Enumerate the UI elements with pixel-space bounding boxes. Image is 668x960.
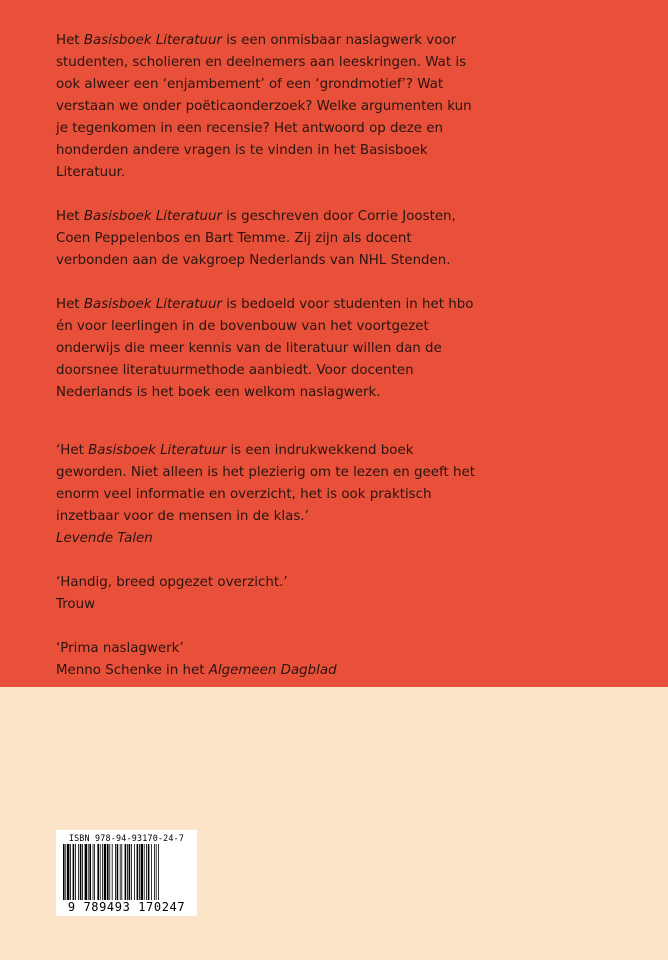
quote-2 xyxy=(56,572,476,616)
blurb-paragraph-1 xyxy=(56,30,476,184)
barcode-bar xyxy=(75,844,76,900)
text: Het xyxy=(56,297,84,312)
barcode-bar xyxy=(65,844,66,900)
barcode-bar xyxy=(134,844,135,900)
blurb-paragraph-2 xyxy=(56,206,476,272)
barcode-bar xyxy=(80,844,82,900)
quote-source: Trouw xyxy=(56,597,96,612)
barcode-bar xyxy=(146,844,147,900)
text: is bedoeld voor studenten in het hbo én voor leerlingen in de bovenbouw van het voortgezet onderwijs die meer kennis van de literatuur willen dan de doorsnee literatuurmethode aanbiedt. Voor docenten Nederlands is het boek een welkom naslagwerk. xyxy=(56,297,474,400)
barcode-bar xyxy=(151,844,152,900)
text: ‘Het xyxy=(56,443,89,458)
barcode-bar xyxy=(129,844,131,900)
barcode-bar xyxy=(109,844,110,900)
barcode-bar xyxy=(89,844,91,900)
text: is geschreven door Corrie Joosten, Coen Peppelenbos en Bart Temme. Zij zijn als docent verbonden aan de vakgroep Nederlands van NHL Stenden. xyxy=(56,209,456,268)
barcode-bar xyxy=(73,844,75,900)
barcode-bar xyxy=(100,844,101,900)
blurb xyxy=(56,30,476,426)
barcode-bar xyxy=(97,844,99,900)
barcode-bar xyxy=(70,844,71,900)
barcode-bar xyxy=(93,844,94,900)
barcode-bar xyxy=(104,844,106,900)
newspaper-name: Algemeen Dagblad xyxy=(208,663,337,678)
barcode-bar xyxy=(63,844,65,900)
book-title: Basisboek Literatuur xyxy=(83,297,222,312)
barcode-bar xyxy=(139,844,140,900)
barcode-bar xyxy=(121,844,122,900)
text: is een indrukwekkend boek geworden. Niet alleen is het plezierig om te lezen en geeft het enorm veel informatie en overzicht, het is ook praktisch inzetbaar voor de mensen in de klas.’ xyxy=(56,443,475,524)
quote-3 xyxy=(56,638,476,682)
barcode-bar xyxy=(78,844,79,900)
text: Menno Schenke in het xyxy=(56,663,209,678)
barcode-bar xyxy=(82,844,83,900)
barcode-bar xyxy=(88,844,89,900)
quote-source xyxy=(56,660,476,682)
ean-digits: 9 789493 170247 xyxy=(67,900,186,914)
barcode-bar xyxy=(117,844,119,900)
barcode-bar xyxy=(85,844,87,900)
barcode-bar xyxy=(148,844,150,900)
barcode-bar xyxy=(115,844,116,900)
text: ‘Prima naslagwerk’ xyxy=(56,641,184,656)
review-quotes xyxy=(56,440,476,704)
quote-source: Levende Talen xyxy=(56,531,153,546)
barcode-bar xyxy=(125,844,127,900)
quote-1 xyxy=(56,440,476,550)
isbn-label: ISBN 978-94-93170-24-7 xyxy=(68,833,185,843)
text: Het xyxy=(56,33,84,48)
book-title: Basisboek Literatuur xyxy=(88,443,227,458)
barcode-bars xyxy=(62,844,192,900)
barcode-bar xyxy=(154,844,155,900)
barcode-bar xyxy=(94,844,95,900)
barcode-bar xyxy=(131,844,132,900)
text: Het xyxy=(56,209,84,224)
barcode-bar xyxy=(102,844,103,900)
text: is een onmisbaar naslagwerk voor studenten, scholieren en deelnemers aan leeskringen. Wat is ook alweer een ‘enjambement’ of een ‘grondmotief’? Wat verstaan we onder poëticaonderzoek? Welke argumenten kun je tegenkomen in een recensie? Het antwoord op deze en honderden andere vragen is te vinden in het Basisboek Literatuur. xyxy=(56,33,472,180)
barcode-bar xyxy=(112,844,113,900)
cover-bottom-panel xyxy=(0,687,668,960)
barcode-bar xyxy=(141,844,143,900)
text: ‘Handig, breed opgezet overzicht.’ xyxy=(56,575,288,590)
barcode-bar xyxy=(156,844,157,900)
barcode-bar xyxy=(137,844,139,900)
isbn-barcode xyxy=(56,830,197,916)
barcode-bar xyxy=(120,844,121,900)
barcode-bar xyxy=(67,844,69,900)
book-title: Basisboek Literatuur xyxy=(83,33,222,48)
barcode-bar xyxy=(158,844,159,900)
barcode-bar xyxy=(107,844,109,900)
barcode-bar xyxy=(144,844,145,900)
book-title: Basisboek Literatuur xyxy=(83,209,222,224)
blurb-paragraph-3 xyxy=(56,294,476,404)
barcode-bar xyxy=(127,844,128,900)
